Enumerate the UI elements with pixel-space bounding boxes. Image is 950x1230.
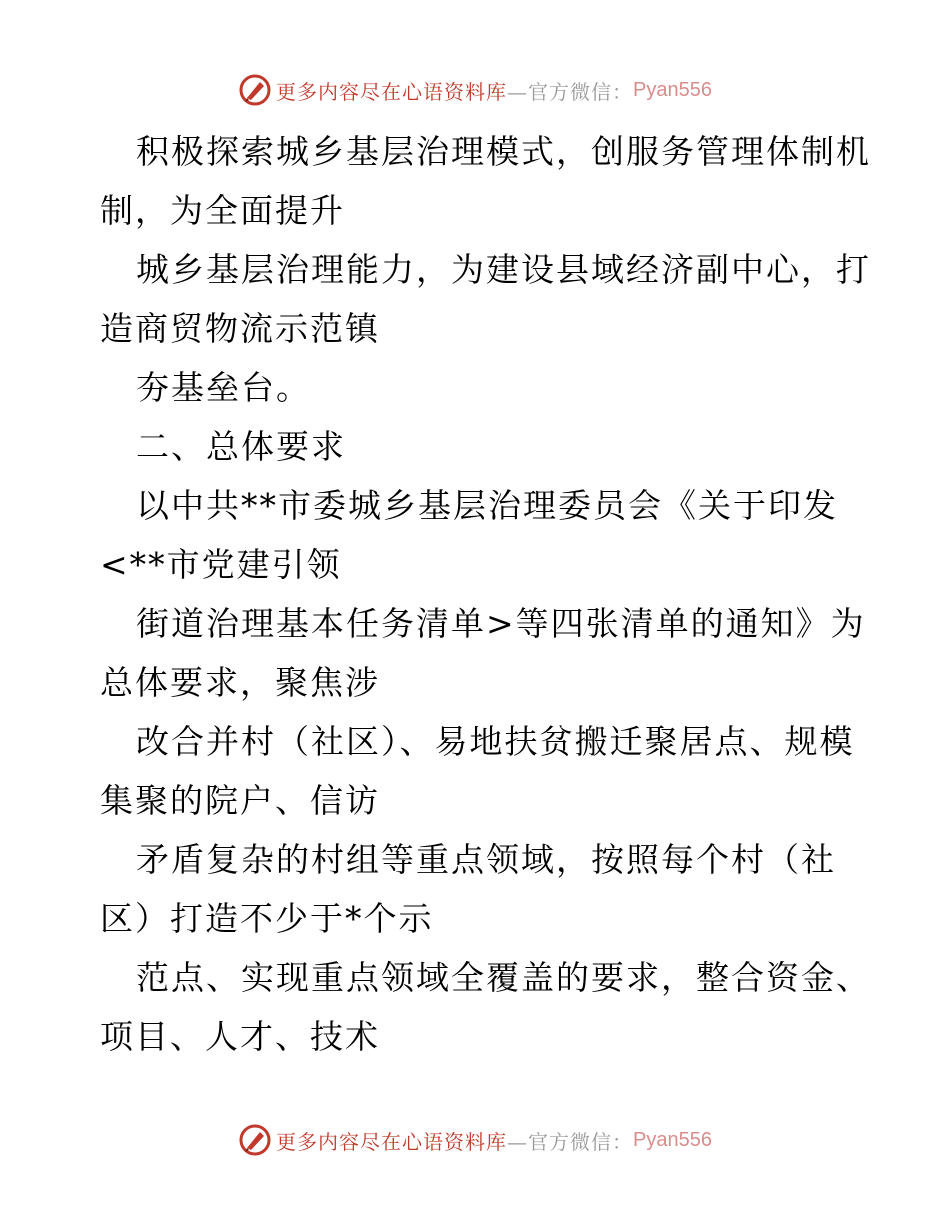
paragraph-line: <**市党建引领	[100, 545, 342, 584]
pen-logo-icon	[238, 1123, 272, 1157]
banner-brand-text: 更多内容尽在心语资料库	[276, 79, 508, 104]
paragraph-line: 城乡基层治理能力，为建设县域经济副中心，打	[136, 250, 871, 289]
paragraph-line: 制，为全面提升	[100, 191, 345, 230]
header-watermark-banner	[0, 70, 950, 110]
banner-separator-text: —官方微信：	[507, 1129, 634, 1154]
paragraph-line: 夯基垒台。	[136, 368, 311, 407]
footer-watermark-banner	[0, 1120, 950, 1160]
paragraph-line: 积极探索城乡基层治理模式，创服务管理体制机	[136, 132, 871, 171]
paragraph-line: 总体要求，聚焦涉	[100, 663, 380, 702]
document-body	[100, 122, 871, 1066]
paragraph-line: 造商贸物流示范镇	[100, 309, 380, 348]
paragraph-line: 项目、人才、技术	[100, 1017, 380, 1056]
section-heading: 二、总体要求	[136, 427, 346, 466]
banner-brand-text: 更多内容尽在心语资料库	[276, 1129, 508, 1154]
paragraph-line: 街道治理基本任务清单>等四张清单的通知》为	[136, 604, 866, 643]
paragraph-line: 矛盾复杂的村组等重点领域，按照每个村（社	[136, 840, 836, 879]
banner-handle-text: Pyan556	[633, 1128, 712, 1151]
paragraph-line: 改合并村（社区）、易地扶贫搬迁聚居点、规模	[136, 722, 855, 761]
paragraph-line: 以中共**市委城乡基层治理委员会《关于印发	[136, 486, 838, 525]
paragraph-line: 区）打造不少于*个示	[100, 899, 434, 938]
paragraph-line: 范点、实现重点领域全覆盖的要求，整合资金、	[136, 958, 871, 997]
paragraph-line: 集聚的院户、信访	[100, 781, 380, 820]
pen-logo-icon	[238, 73, 272, 107]
banner-separator-text: —官方微信：	[507, 79, 634, 104]
banner-handle-text: Pyan556	[633, 78, 712, 101]
